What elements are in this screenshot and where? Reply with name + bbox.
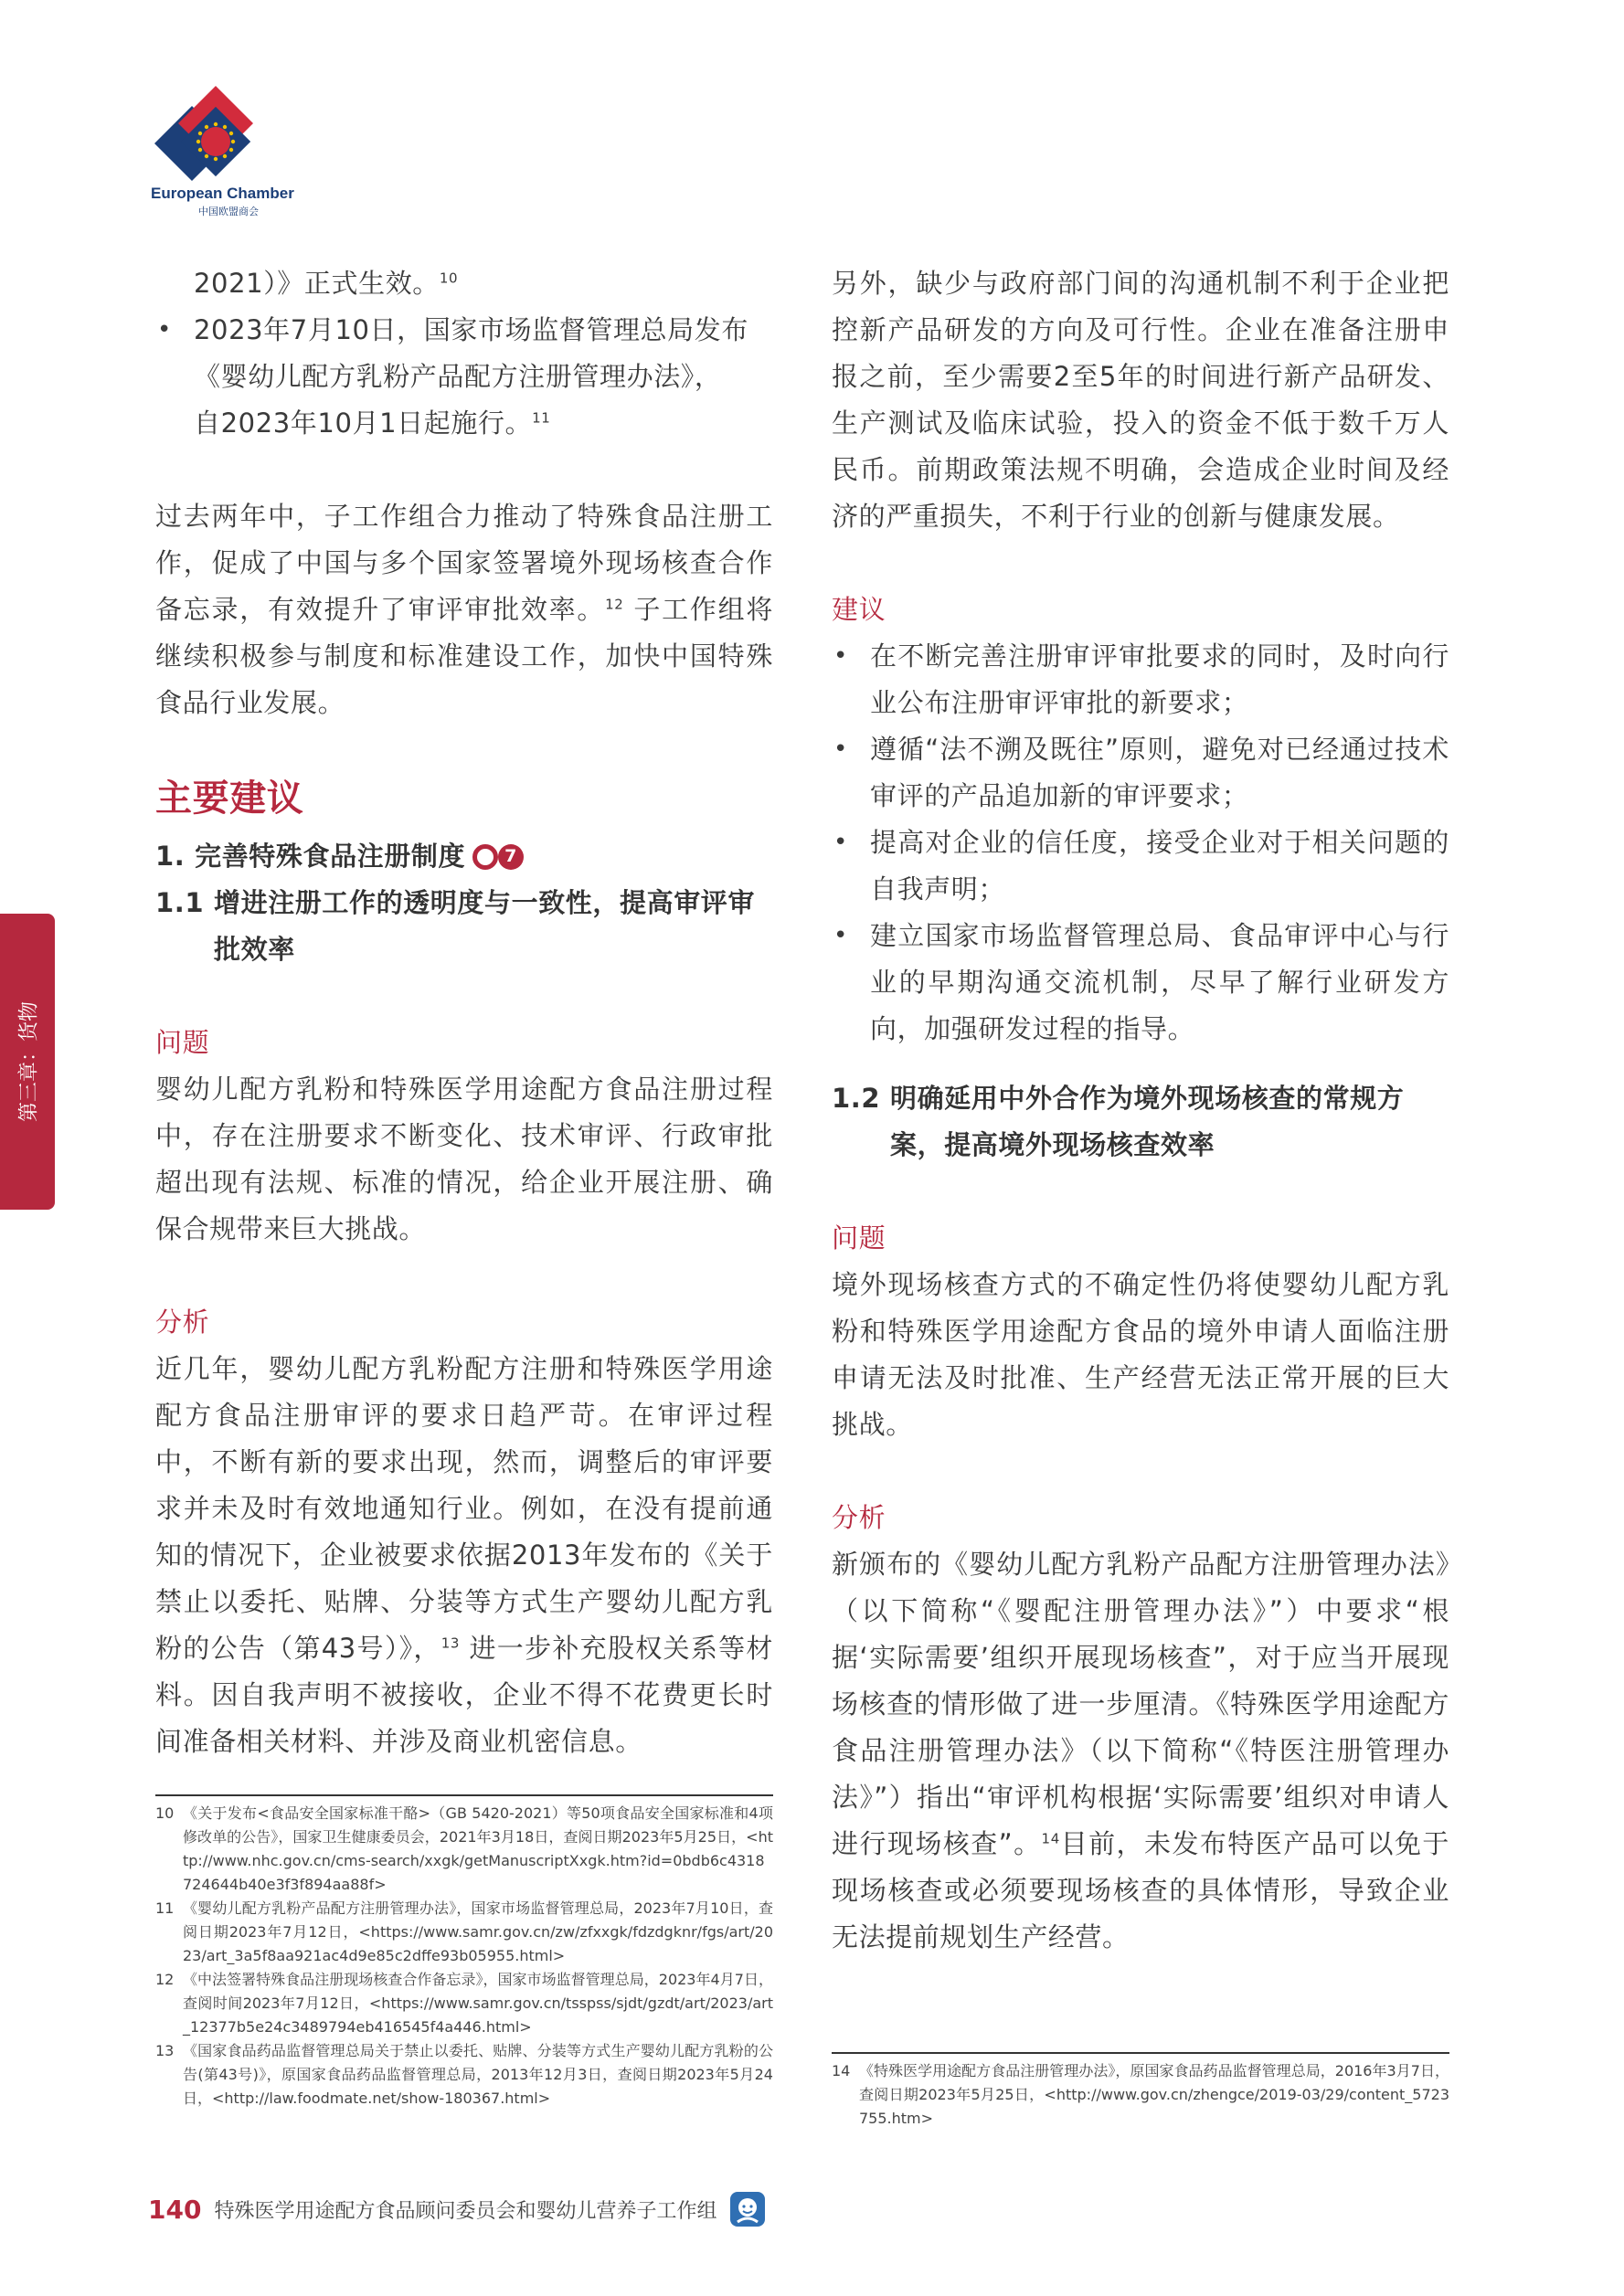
footnote-ref-10[interactable]: 10 xyxy=(439,270,459,287)
footnotes-left xyxy=(155,1794,773,2111)
footnote-ref-13[interactable]: 13 xyxy=(440,1635,460,1652)
footnote: 10 《关于发布<食品安全国家标准干酪>（GB 5420-2021）等50项食品安全国家标准和4项修改单的公告》，国家卫生健康委员会，2021年3月18日，查阅日期2023年5月25日，<http://www.nhc.gov.cn/cms-search/xxgk/getManuscriptXxgk.htm?id=0bdb6c4318724644b40e3f3f894aa88f> xyxy=(155,1804,773,1893)
footnote-ref-12[interactable]: 12 xyxy=(605,596,624,613)
chapter-label: 第三章：货物 xyxy=(17,1000,41,1123)
subheading-1-2: 1.2 明确延用中外合作为境外现场核查的常规方案，提高境外现场核查效率 xyxy=(832,1083,1405,1160)
baby-icon xyxy=(729,2191,766,2227)
chapter-side-tab xyxy=(0,914,55,1210)
priority-number: 7 xyxy=(498,844,524,870)
bullet-continuation: 2021）》正式生效。$^{10}$ xyxy=(194,268,459,299)
logo-title-en: European Chamber xyxy=(151,185,294,202)
left-column xyxy=(155,260,773,1765)
problem-text: 婴幼儿配方乳粉和特殊医学用途配方食品注册过程中，存在注册要求不断变化、技术审评、行政审批超出现有法规、标准的情况，给企业开展注册、确保合规带来巨大挑战。 xyxy=(155,1074,773,1244)
recommendation-heading: 1. 完善特殊食品注册制度 7 xyxy=(155,833,773,880)
problem-label: 问题 xyxy=(832,1222,886,1254)
footnote: 11 《婴幼儿配方乳粉产品配方注册管理办法》，国家市场监督管理总局，2023年7月10日，查阅日期2023年7月12日，<https://www.samr.gov.cn/zw/zfxxgk/fdzdgknr/fgs/art/2023/art_3a5f8aa921ac4d9e85c2dffe93b05955.html> xyxy=(155,1899,773,1964)
footnote-ref-11[interactable]: 11 xyxy=(532,409,551,427)
logo-text xyxy=(151,185,294,218)
subheading-1-1: 1.1 增进注册工作的透明度与一致性，提高审评审批效率 xyxy=(155,887,756,965)
right-column xyxy=(832,260,1449,1961)
problem-text: 境外现场核查方式的不确定性仍将使婴幼儿配方乳粉和特殊医学用途配方食品的境外申请人面临注册申请无法及时批准、生产经营无法正常开展的巨大挑战。 xyxy=(832,1269,1449,1440)
footnote-ref-14[interactable]: 14 xyxy=(1041,1830,1060,1847)
paragraph-progress: 过去两年中，子工作组合力推动了特殊食品注册工作，促成了中国与多个国家签署境外现场核查合作备忘录，有效提升了审评审批效率。$^{12}$ 子工作组将继续积极参与制度和标准建设工作，加快中国特殊食品行业发展。 xyxy=(155,501,773,718)
footnote: 14 《特殊医学用途配方食品注册管理办法》，原国家食品药品监督管理总局，2016年3月7日，查阅日期2023年5月25日，<http://www.gov.cn/zhengce/2019-03/29/content_5723755.htm> xyxy=(832,2062,1449,2127)
analysis-label: 分析 xyxy=(155,1307,210,1338)
analysis-label: 分析 xyxy=(832,1502,886,1533)
priority-badge xyxy=(472,844,524,870)
bullet-item: • 2023年7月10日，国家市场监督管理总局发布 《婴幼儿配方乳粉产品配方注册管理办法》， 自2023年10月1日起施行。$^{11}$ xyxy=(155,307,773,447)
recommendation-item: • 建立国家市场监督管理总局、食品审评中心与行业的早期沟通交流机制，尽早了解行业研发方向，加强研发过程的指导。 xyxy=(832,913,1449,1053)
logo-title-cn: 中国欧盟商会 xyxy=(198,206,259,217)
recommendation-item: • 在不断完善注册审评审批要求的同时，及时向行业公布注册审评审批的新要求； xyxy=(832,633,1449,726)
footnotes-right xyxy=(832,2052,1449,2131)
footnote: 12 《中法签署特殊食品注册现场核查合作备忘录》，国家市场监督管理总局，2023年4月7日，查阅时间2023年7月12日，<https://www.samr.gov.cn/tsspss/sjdt/gzdt/art/2023/art_12377b5e24c3489794eb416545f4a446.html> xyxy=(155,1971,773,2036)
recommendation-item: • 提高对企业的信任度，接受企业对于相关问题的自我声明； xyxy=(832,820,1449,913)
paragraph-communication: 另外，缺少与政府部门间的沟通机制不利于企业把控新产品研发的方向及可行性。企业在准备注册申报之前，至少需要2至5年的时间进行新产品研发、生产测试及临床试验，投入的资金不低于数千万人民币。前期政策法规不明确，会造成企业时间及经济的严重损失，不利于行业的创新与健康发展。 xyxy=(832,268,1449,532)
working-group-name: 特殊医学用途配方食品顾问委员会和婴幼儿营养子工作组 xyxy=(214,2200,717,2223)
footnote: 13 《国家食品药品监督管理总局关于禁止以委托、贴牌、分装等方式生产婴幼儿配方乳粉的公告(第43号)》，原国家食品药品监督管理总局，2013年12月3日，查阅日期2023年5月24日，<http://law.foodmate.net/show-180367.html> xyxy=(155,2042,773,2107)
problem-label: 问题 xyxy=(155,1027,210,1058)
page-number: 140 xyxy=(148,2195,202,2225)
recommendation-item: • 遵循“法不溯及既往”原则，避免对已经通过技术审评的产品追加新的审评要求； xyxy=(832,726,1449,820)
analysis-text: 新颁布的《婴幼儿配方乳粉产品配方注册管理办法》（以下简称“《婴配注册管理办法》”）中要求“根据‘实际需要’组织开展现场核查”，对于应当开展现场核查的情形做了进一步厘清。《特殊医学用途配方食品注册管理办法》（以下简称“《特医注册管理办法》”）指出“审评机构根据‘实际需要’组织对申请人进行现场核查”。$^{14}$目前，未发布特医产品可以免于现场核查或必须要现场核查的具体情形，导致企业无法提前规划生产经营。 xyxy=(832,1549,1449,1952)
analysis-text: 近几年，婴幼儿配方乳粉配方注册和特殊医学用途配方食品注册审评的要求日趋严苛。在审评过程中，不断有新的要求出现，然而，调整后的审评要求并未及时有效地通知行业。例如，在没有提前通知的情况下，企业被要求依据2013年发布的《关于禁止以委托、贴牌、分装等方式生产婴幼儿配方乳粉的公告（第43号）》，$^{13}$ 进一步补充股权关系等材料。因自我声明不被接收，企业不得不花费更长时间准备相关材料、并涉及商业机密信息。 xyxy=(155,1353,774,1757)
ring-icon xyxy=(472,844,498,870)
page-footer xyxy=(148,2195,716,2225)
section-title: 主要建议 xyxy=(155,778,304,820)
recommendation-label: 建议 xyxy=(832,594,886,625)
